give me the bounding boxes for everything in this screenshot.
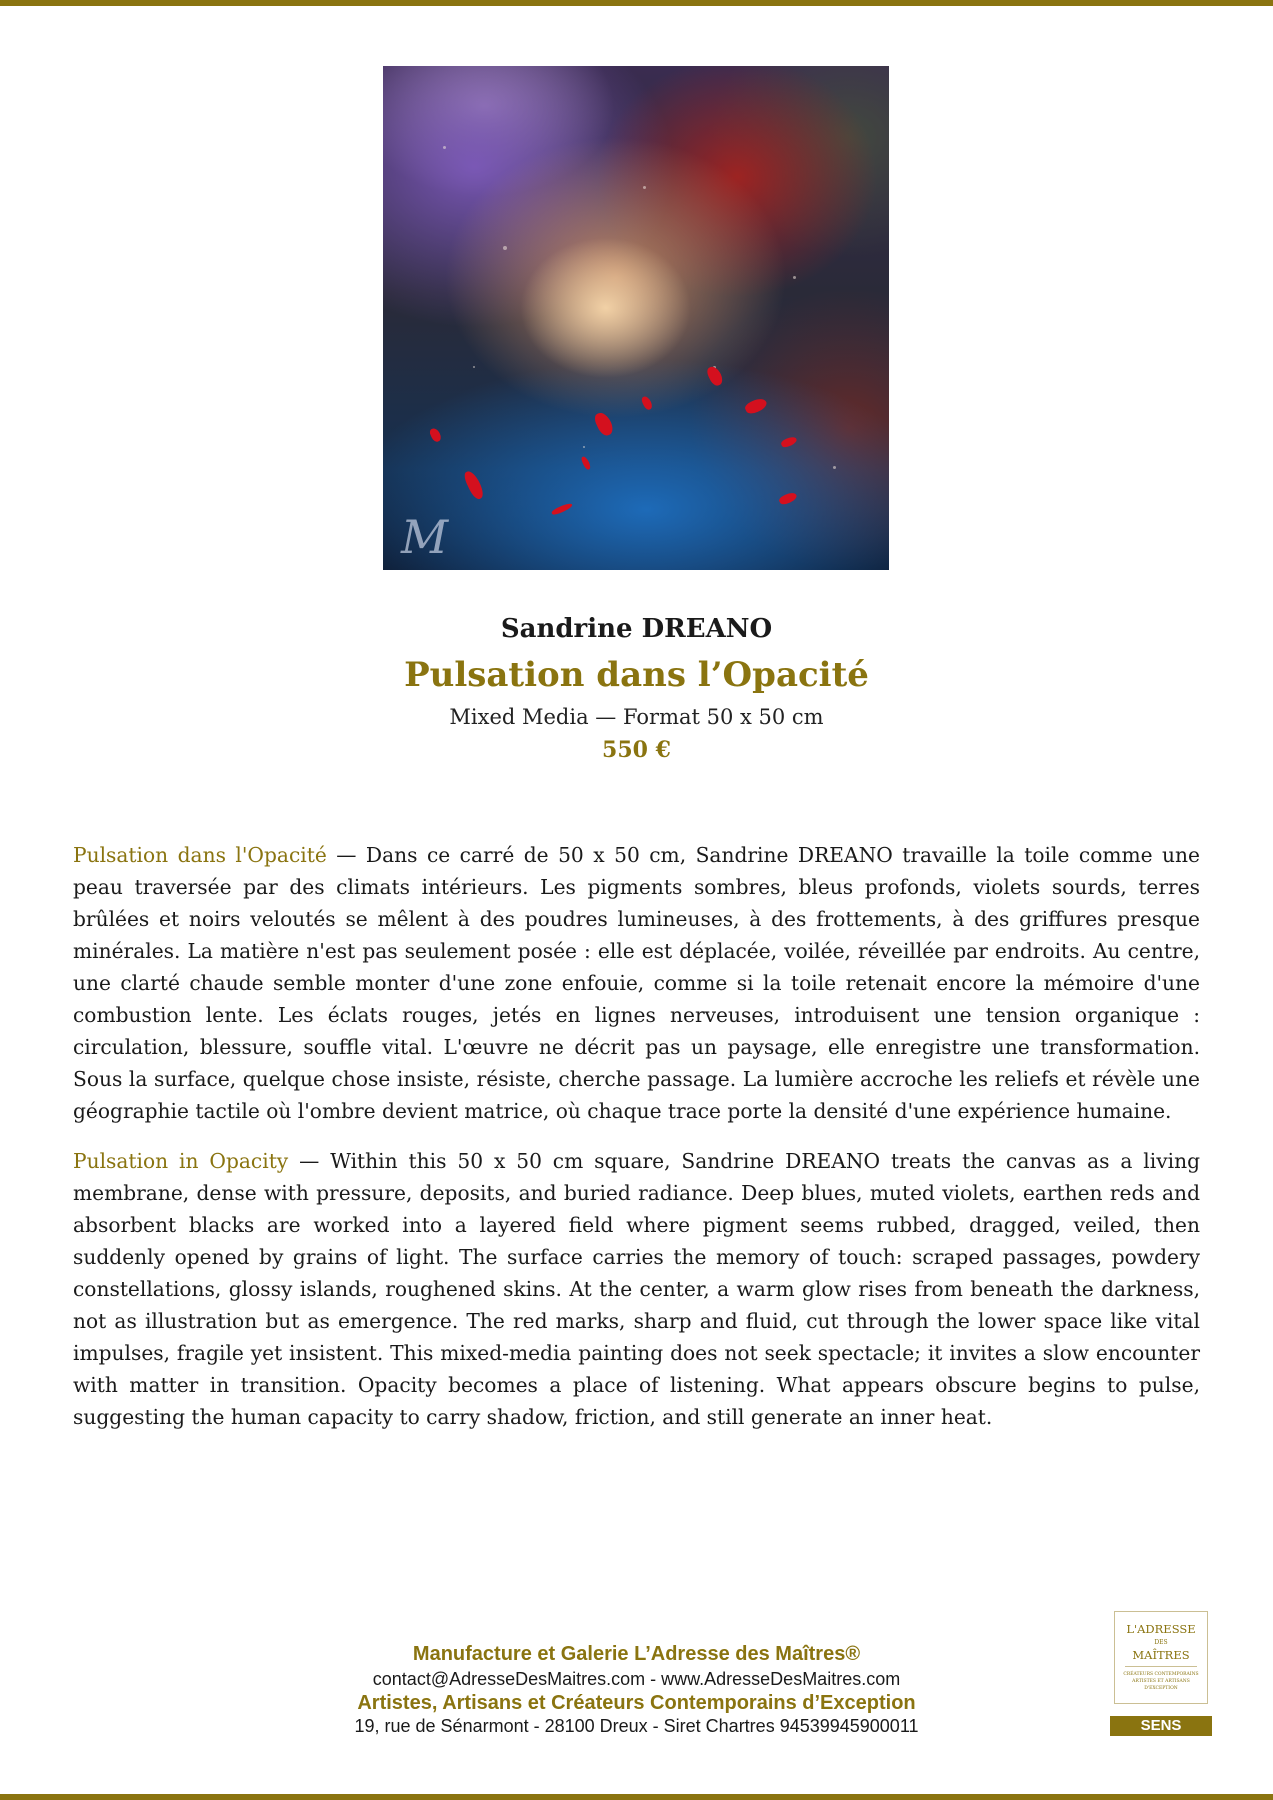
logo-line-4: CRÉATEURS CONTEMPORAINS ARTISTES ET ARTISANS D'EXCEPTION [1123, 1672, 1199, 1691]
description-french [73, 839, 1200, 1127]
logo-line-2: DES [1154, 1639, 1168, 1646]
artwork-image [383, 66, 889, 570]
footer-contact: contact@AdresseDesMaitres.com - www.AdresseDesMaitres.com [372, 1669, 901, 1689]
bottom-border [0, 1794, 1273, 1800]
footer-gallery-name: Manufacture et Galerie L’Adresse des Maîtres® [412, 1643, 861, 1665]
description-english-text: — Within this 50 x 50 cm square, Sandrine DREANO treats the canvas as a living membrane, dense with pressure, deposits, and buried radiance. Deep blues, muted violets, earthen reds and absorbent blacks are worked into a layered field where pigment seems rubbed, dragged, veiled, then suddenly opened by grains of light. The surface carries the memory of touch: scraped passages, powdery constellations, glossy islands, roughened skins. At the center, a warm glow rises from beneath the darkness, not as illustration but as emergence. The red marks, sharp and fluid, cut through the lower space like vital impulses, fragile yet insistent. This mixed-media painting does not seek spectacle; it invites a slow encounter with matter in transition. Opacity becomes a place of listening. What appears obscure begins to pulse, suggesting the human capacity to carry shadow, friction, and still generate an inner heat. [73, 1149, 1200, 1429]
footer-address: 19, rue de Sénarmont - 28100 Dreux - Siret Chartres 94539945900011 [354, 1716, 919, 1736]
gallery-logo [1114, 1611, 1208, 1704]
logo-line-3: MAÎTRES [1132, 1648, 1190, 1662]
logo-line-1: L'ADRESSE [1126, 1622, 1196, 1636]
artwork-medium-format: Mixed Media — Format 50 x 50 cm [449, 705, 824, 729]
sens-badge: SENS [1110, 1716, 1212, 1736]
artwork-price: 550 € [602, 737, 671, 763]
artist-signature-mark: M [401, 510, 449, 564]
footer-tagline: Artistes, Artisans et Créateurs Contemporains d’Exception [357, 1692, 916, 1714]
artwork-title: Pulsation dans l’Opacité [404, 655, 869, 695]
description-english [73, 1145, 1200, 1433]
description-french-text: — Dans ce carré de 50 x 50 cm, Sandrine DREANO travaille la toile comme une peau traversée par des climats intérieurs. Les pigments sombres, bleus profonds, violets sourds, terres brûlées et noirs veloutés se mêlent à des poudres lumineuses, à des frottements, à des griffures presque minérales. La matière n'est pas seulement posée : elle est déplacée, voilée, réveillée par endroits. Au centre, une clarté chaude semble monter d'une zone enfouie, comme si la toile retenait encore la mémoire d'une combustion lente. Les éclats rouges, jetés en lignes nerveuses, introduisent une tension organique : circulation, blessure, souffle vital. L'œuvre ne décrit pas un paysage, elle enregistre une transformation. Sous la surface, quelque chose insiste, résiste, cherche passage. La lumière accroche les reliefs et révèle une géographie tactile où l'ombre devient matrice, où chaque trace porte la densité d'une expérience humaine. [73, 843, 1200, 1123]
artist-name: Sandrine DREANO [500, 614, 773, 644]
description-french-lead: Pulsation dans l'Opacité [73, 843, 327, 867]
top-border [0, 0, 1273, 6]
logo-divider [1125, 1666, 1197, 1667]
description-english-lead: Pulsation in Opacity [73, 1149, 289, 1173]
